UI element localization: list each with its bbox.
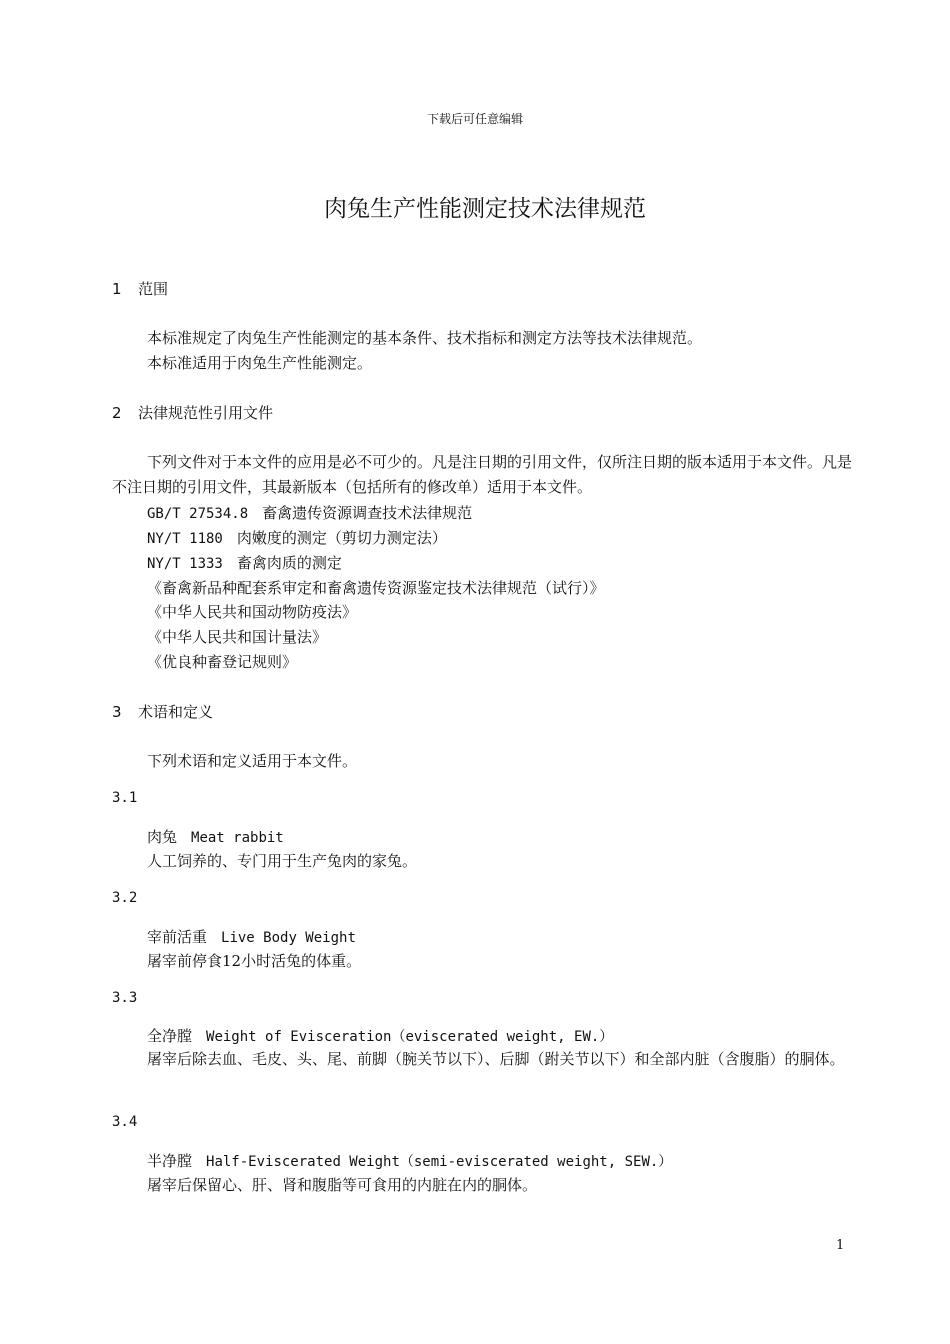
subsection-number: 3.1 [112, 790, 138, 806]
term-definition: 屠宰后保留心、肝、肾和腹脂等可食用的内脏在内的胴体。 [147, 1176, 538, 1194]
term-english: Weight of Evisceration（eviscerated weight, EW.） [206, 1029, 614, 1045]
term-definition: 屠宰后除去血、毛皮、头、尾、前脚（腕关节以下）、后脚（跗关节以下）和全部内脏（含腹脂）的胴体。 [147, 1050, 845, 1068]
reference-title: 畜禽肉质的测定 [236, 554, 342, 572]
header-note: 下载后可任意编辑 [426, 112, 523, 126]
document-title: 肉兔生产性能测定技术法律规范 [324, 196, 646, 222]
page-number: 1 [836, 1238, 845, 1253]
section-title: 术语和定义 [138, 703, 214, 721]
section-2-heading [112, 402, 273, 423]
term-english: Half-Eviscerated Weight（semi-eviscerated weight, SEW.） [206, 1154, 673, 1170]
term-definition: 人工饲养的、专门用于生产兔肉的家兔。 [147, 852, 418, 870]
section-number: 2 [112, 404, 122, 422]
reference-title: 肉嫩度的测定（剪切力测定法） [236, 529, 447, 547]
reference-item [147, 502, 472, 523]
section-title: 法律规范性引用文件 [138, 404, 274, 422]
term-heading [147, 1025, 613, 1046]
reference-item: 《中华人民共和国动物防疫法》 [147, 603, 358, 621]
reference-code: NY/T 1333 [147, 556, 223, 572]
paragraph: 本标准规定了肉兔生产性能测定的基本条件、技术指标和测定方法等技术法律规范。 [147, 329, 703, 347]
term-chinese: 半净膛 [147, 1152, 193, 1170]
reference-item: 《优良种畜登记规则》 [147, 653, 298, 671]
term-chinese: 肉兔 [147, 828, 178, 846]
section-number: 1 [112, 280, 122, 298]
term-definition: 屠宰前停食12小时活兔的体重。 [147, 952, 362, 970]
reference-code: NY/T 1180 [147, 531, 223, 547]
reference-title: 畜禽遗传资源调查技术法律规范 [262, 504, 473, 522]
term-english: Live Body Weight [221, 930, 356, 946]
term-chinese: 宰前活重 [147, 928, 208, 946]
term-chinese: 全净膛 [147, 1027, 193, 1045]
paragraph: 本标准适用于肉兔生产性能测定。 [147, 354, 373, 372]
reference-code: GB/T 27534.8 [147, 506, 249, 522]
section-title: 范围 [138, 280, 169, 298]
reference-item: 《中华人民共和国计量法》 [147, 628, 328, 646]
subsection-number: 3.3 [112, 990, 138, 1006]
section-number: 3 [112, 703, 122, 721]
term-english: Meat rabbit [191, 830, 284, 846]
section-1-heading [112, 278, 168, 299]
section-3-heading [112, 701, 213, 722]
reference-item [147, 527, 447, 548]
reference-item [147, 552, 342, 573]
reference-item: 《畜禽新品种配套系审定和畜禽遗传资源鉴定技术法律规范（试行）》 [147, 579, 605, 597]
term-heading [147, 826, 284, 847]
subsection-number: 3.2 [112, 890, 138, 906]
term-heading [147, 926, 356, 947]
subsection-number: 3.4 [112, 1114, 138, 1130]
term-heading [147, 1150, 672, 1171]
paragraph: 下列术语和定义适用于本文件。 [147, 752, 358, 770]
paragraph: 下列文件对于本文件的应用是必不可少的。凡是注日期的引用文件，仅所注日期的版本适用于本文件。凡是不注日期的引用文件，其最新版本（包括所有的修改单）适用于本文件。 [112, 453, 853, 496]
